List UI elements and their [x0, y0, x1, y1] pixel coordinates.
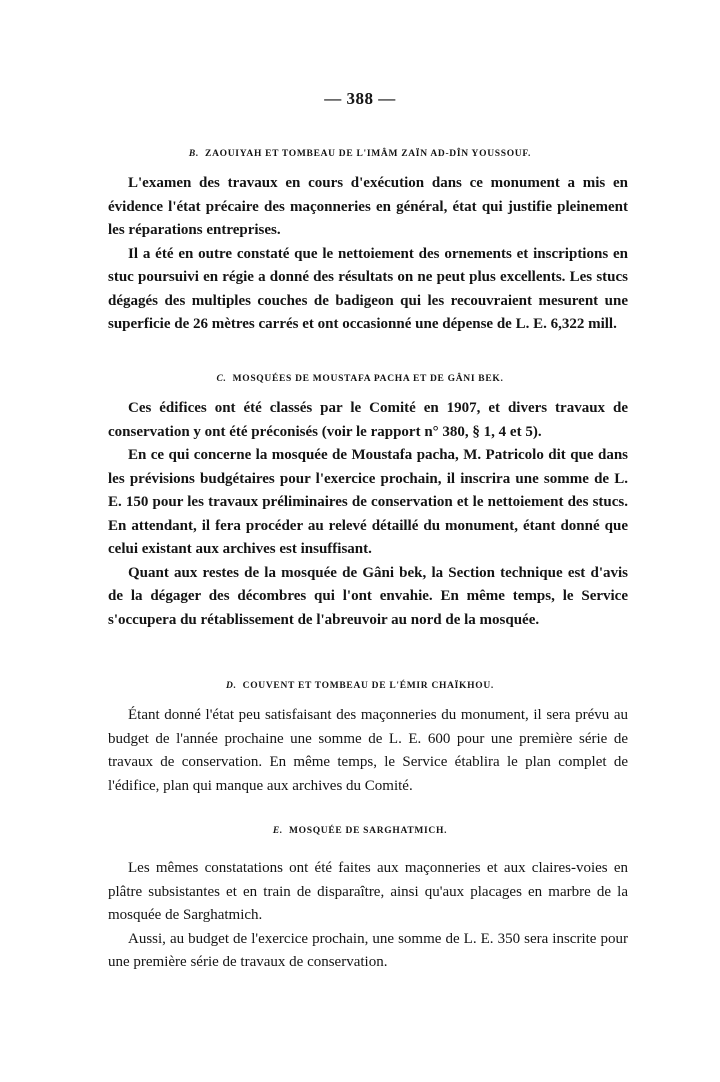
section-body-c [108, 397, 628, 632]
section-letter: C. [216, 374, 227, 384]
section-heading-e [0, 826, 720, 836]
section-body-e [108, 857, 628, 975]
section-letter: B. [188, 149, 200, 159]
section-heading-c [0, 374, 720, 384]
section-heading-d [0, 681, 720, 691]
paragraph: Les mêmes constatations ont été faites aux maçonneries et aux claires-voies en plâtre subsistantes et en train de disparaître, ainsi qu'aux placages en marbre de la mosquée de Sarghatmich. [108, 860, 628, 923]
paragraph: L'examen des travaux en cours d'exécution dans ce monument a mis en évidence l'état précaire des maçonneries en général, état qui justifie pleinement les réparations entreprises. [108, 175, 628, 238]
section-title: MOSQUÉE DE SARGHATMICH. [288, 826, 448, 836]
paragraph: Ces édifices ont été classés par le Comité en 1907, et divers travaux de conservation y ont été préconisés (voir le rapport n° 380, § 1, 4 et 5). [108, 400, 628, 440]
paragraph: Il a été en outre constaté que le nettoiement des ornements et inscriptions en stuc poursuivi en régie a donné des résultats on ne peut plus excellents. Les stucs dégagés des multiples couches de badigeon qui les recouvraient mesurent une superficie de 26 mètres carrés et ont occasionné une dépense de L. E. 6,322 mill. [108, 245, 628, 332]
page-number: — 388 — [324, 89, 396, 108]
paragraph: En ce qui concerne la mosquée de Moustafa pacha, M. Patricolo dit que dans les prévisions budgétaires pour l'exercice prochain, il inscrira une somme de L. E. 150 pour les travaux préliminaires de conservation et le nettoiement des stucs. En attendant, il fera procéder au relevé détaillé du monument, étant donné que celui existant aux archives est insuffisant. [108, 447, 628, 557]
paragraph: Quant aux restes de la mosquée de Gâni bek, la Section technique est d'avis de la dégager des décombres qui l'ont envahie. En même temps, le Service s'occupera du rétablissement de l'abreuvoir au nord de la mosquée. [108, 564, 628, 628]
section-letter: D. [226, 681, 237, 691]
section-body-b [108, 172, 628, 337]
section-heading-b [0, 149, 720, 159]
paragraph: Aussi, au budget de l'exercice prochain, une somme de L. E. 350 sera inscrite pour une première série de travaux de conservation. [108, 930, 628, 970]
section-title: ZAOUIYAH ET TOMBEAU DE L'IMÂM ZAÏN AD-DÎN YOUSSOUF. [205, 149, 532, 159]
section-title: MOSQUÉES DE MOUSTAFA PACHA ET DE GÂNI BEK. [232, 374, 504, 384]
section-body-d [108, 704, 628, 798]
section-title: COUVENT ET TOMBEAU DE L'ÉMIR CHAÏKHOU. [242, 681, 494, 691]
section-letter: E. [272, 826, 283, 836]
paragraph: Étant donné l'état peu satisfaisant des maçonneries du monument, il sera prévu au budget de l'année prochaine une somme de L. E. 600 pour une première série de travaux de conservation. En même temps, le Service établira le plan complet de l'édifice, plan qui manque aux archives du Comité. [108, 707, 628, 794]
